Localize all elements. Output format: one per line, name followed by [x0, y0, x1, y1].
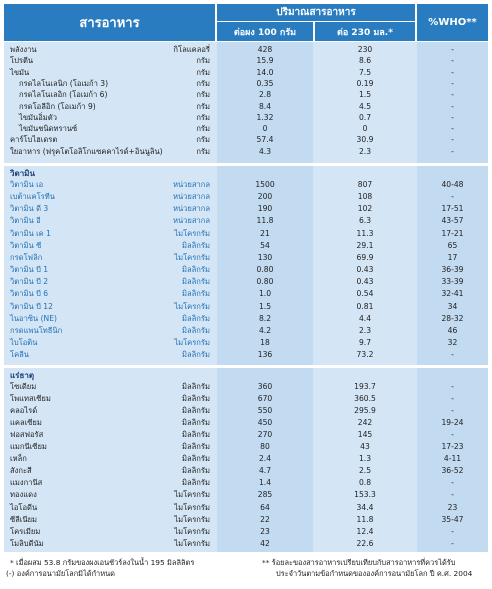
value-who-percent: 23: [447, 502, 458, 512]
nutrient-unit: มิลลิกรัม: [182, 442, 210, 452]
value-per-100g: 80: [260, 442, 270, 452]
nutrient-name: วิตามิน อี: [10, 216, 41, 226]
table-row: [4, 44, 488, 55]
nutrient-name: เบต้าแคโรทีน: [10, 192, 55, 202]
value-per-100g: 450: [257, 418, 273, 428]
nutrient-unit: มิลลิกรัม: [182, 418, 210, 428]
nutrient-name: วิตามิน เค 1: [10, 228, 51, 238]
table-row: [4, 78, 488, 89]
nutrient-name: ไขมันอิ่มตัว: [19, 112, 57, 122]
nutrient-name: คาร์โบไฮเดรต: [10, 135, 58, 145]
nutrient-name: กรดโฟลิก: [10, 252, 43, 262]
nutrient-name: โครเมียม: [10, 526, 41, 536]
nutrient-name: วิตามิน บี 6: [10, 289, 49, 299]
value-who-percent: -: [451, 112, 454, 122]
header-who: %WHO**: [428, 17, 477, 28]
table-row: [4, 526, 488, 537]
table-row: [4, 381, 488, 392]
table-row: [4, 55, 488, 66]
value-per-100g: 0.80: [256, 265, 274, 275]
nutrient-unit: มิลลิกรัม: [182, 478, 210, 488]
nutrient-name: ไอโอดีน: [10, 502, 38, 512]
value-who-percent: -: [451, 406, 454, 416]
nutrient-unit: มิลลิกรัม: [182, 430, 210, 440]
nutrient-name: วิตามิน เอ: [10, 180, 44, 189]
value-who-percent: 46: [447, 325, 458, 335]
value-per-230ml: 0: [362, 124, 368, 134]
table-row: [4, 191, 488, 202]
value-who-percent: 17: [447, 252, 458, 262]
nutrient-unit: กรัม: [196, 124, 210, 134]
value-per-100g: 2.8: [258, 90, 272, 100]
nutrient-unit: กรัม: [196, 78, 210, 88]
value-per-230ml: 0.19: [356, 78, 374, 88]
nutrient-name: วิตามิน ซี: [10, 240, 42, 250]
table-row: [4, 349, 488, 360]
nutrient-name: ไขมันชนิดทรานซ์: [19, 124, 78, 134]
value-who-percent: 19-24: [441, 418, 464, 428]
value-who-percent: -: [451, 526, 454, 536]
value-per-230ml: 2.5: [358, 466, 372, 476]
value-per-100g: 22: [260, 514, 270, 524]
nutrient-name: แมงกานีส: [10, 478, 43, 488]
nutrient-name: แมกนีเซียม: [10, 442, 47, 452]
nutrient-unit: มิลลิกรัม: [182, 313, 210, 323]
value-who-percent: -: [451, 124, 454, 134]
table-row: [4, 264, 488, 275]
table-row: [4, 101, 488, 112]
value-who-percent: 32: [447, 337, 458, 347]
nutrient-unit: ไมโครกรัม: [174, 490, 210, 500]
nutrient-name: วิตามิน บี 2: [10, 277, 49, 287]
nutrient-unit: มิลลิกรัม: [182, 406, 210, 416]
value-per-100g: 200: [257, 192, 273, 202]
value-per-100g: 428: [257, 45, 273, 54]
table-row: [4, 325, 488, 336]
value-per-100g: 1.5: [258, 301, 272, 311]
value-per-230ml: 295.9: [354, 406, 376, 416]
nutrient-unit: กรัม: [196, 135, 210, 145]
table-row: [4, 538, 488, 549]
value-per-100g: 57.4: [256, 135, 274, 145]
table-row: [4, 405, 488, 416]
value-who-percent: 17-51: [441, 204, 464, 214]
value-per-100g: 8.2: [258, 313, 272, 323]
nutrient-name: ทองแดง: [10, 490, 37, 500]
nutrient-unit: ไมโครกรัม: [174, 538, 210, 548]
nutrient-unit: มิลลิกรัม: [182, 454, 210, 464]
value-who-percent: -: [451, 478, 454, 488]
nutrient-unit: มิลลิกรัม: [182, 466, 210, 476]
nutrient-name: โมลิบดีนัม: [10, 538, 44, 548]
value-per-100g: 0.80: [256, 277, 274, 287]
value-per-230ml: 102: [357, 204, 373, 214]
nutrient-unit: กรัม: [196, 146, 210, 156]
value-per-100g: 670: [257, 394, 273, 404]
value-per-230ml: 807: [357, 180, 373, 189]
value-who-percent: 32-41: [441, 289, 464, 299]
value-per-230ml: 34.4: [356, 502, 374, 512]
value-per-230ml: 1.3: [358, 454, 372, 464]
value-per-230ml: 0.43: [356, 277, 374, 287]
table-row: [4, 502, 488, 513]
value-per-100g: 42: [260, 538, 270, 548]
value-per-230ml: 193.7: [354, 382, 376, 391]
value-who-percent: 34: [447, 301, 458, 311]
value-per-100g: 64: [260, 502, 270, 512]
nutrient-name: สังกะสี: [10, 466, 32, 476]
table-row: [4, 489, 488, 500]
nutrient-name: วิตามิน บี 1: [10, 265, 49, 275]
nutrient-name: ซีลีเนียม: [10, 514, 38, 524]
value-per-230ml: 43: [360, 442, 370, 452]
value-per-230ml: 230: [357, 45, 373, 54]
nutrient-name: กรดไลโนเลอิก (โอเมก้า 6): [19, 90, 108, 100]
value-who-percent: 28-32: [441, 313, 464, 323]
value-per-230ml: 0.43: [356, 265, 374, 275]
value-per-100g: 23: [260, 526, 270, 536]
footnote-3: ** ร้อยละของสารอาหารเปรียบเทียบกับสารอาหารที่ควรได้รับ: [262, 558, 456, 567]
table-row: [4, 112, 488, 123]
value-per-100g: 130: [257, 252, 273, 262]
value-who-percent: -: [451, 394, 454, 404]
value-per-230ml: 22.6: [356, 538, 374, 548]
header-per-230ml: ต่อ 230 มล.*: [337, 27, 393, 38]
nutrient-unit: มิลลิกรัม: [182, 265, 210, 275]
table-row: [4, 215, 488, 226]
table-row: [4, 123, 488, 134]
table-row: [4, 301, 488, 312]
nutrient-unit: กรัม: [196, 90, 210, 100]
nutrient-name: ไบโอติน: [10, 337, 38, 347]
value-who-percent: -: [451, 538, 454, 548]
value-who-percent: -: [451, 90, 454, 100]
value-per-100g: 11.8: [256, 216, 274, 226]
value-per-230ml: 360.5: [354, 394, 376, 404]
table-row: [4, 146, 488, 157]
value-who-percent: -: [451, 490, 454, 500]
nutrient-unit: ไมโครกรัม: [174, 502, 210, 512]
nutrient-unit: กรัม: [196, 101, 210, 111]
nutrient-name: เหล็ก: [10, 454, 27, 464]
nutrient-unit: มิลลิกรัม: [182, 289, 210, 299]
value-per-100g: 54: [260, 240, 270, 250]
value-per-230ml: 12.4: [356, 526, 374, 536]
nutrient-unit: หน่วยสากล: [172, 216, 210, 226]
value-per-100g: 15.9: [256, 56, 274, 66]
value-per-100g: 4.3: [258, 146, 272, 156]
value-per-230ml: 11.8: [356, 514, 374, 524]
value-per-100g: 21: [260, 228, 270, 238]
value-per-100g: 0.35: [256, 78, 274, 88]
value-per-100g: 4.7: [258, 466, 272, 476]
nutrient-name: ไขมัน: [10, 67, 30, 77]
nutrient-unit: หน่วยสากล: [172, 192, 210, 202]
nutrient-name: โซเดียม: [10, 382, 37, 391]
value-per-100g: 18: [260, 337, 270, 347]
header-row: [4, 4, 488, 41]
value-per-230ml: 0.54: [356, 289, 374, 299]
header-per-100g: ต่อผง 100 กรัม: [233, 27, 297, 38]
table-row: [4, 203, 488, 214]
table-row: [4, 89, 488, 100]
value-who-percent: 36-52: [441, 466, 464, 476]
value-per-100g: 4.2: [258, 325, 272, 335]
table-row: [4, 276, 488, 287]
value-who-percent: -: [451, 45, 454, 54]
value-who-percent: 40-48: [441, 180, 464, 189]
value-who-percent: 17-23: [441, 442, 464, 452]
table-row: [4, 288, 488, 299]
table-row: [4, 465, 488, 476]
table-row: [4, 179, 488, 190]
value-per-100g: 1500: [255, 180, 275, 189]
header-amount: ปริมาณสารอาหาร: [276, 7, 356, 18]
value-per-100g: 2.4: [258, 454, 272, 464]
value-per-230ml: 153.3: [354, 490, 376, 500]
section-title-minerals: แร่ธาตุ: [10, 371, 35, 380]
value-who-percent: -: [451, 67, 454, 77]
nutrient-unit: กรัม: [196, 112, 210, 122]
section-title-vitamins: วิตามิน: [10, 169, 35, 178]
value-per-230ml: 7.5: [358, 67, 372, 77]
nutrient-name: คลอไรด์: [10, 406, 38, 416]
nutrient-unit: กิโลแคลอรี่: [173, 45, 210, 54]
value-who-percent: 36-39: [441, 265, 464, 275]
table-row: [4, 429, 488, 440]
table-row: [4, 441, 488, 452]
table-row: [4, 477, 488, 488]
value-per-230ml: 0.8: [358, 478, 372, 488]
value-per-230ml: 242: [357, 418, 373, 428]
nutrient-unit: มิลลิกรัม: [182, 240, 210, 250]
value-who-percent: 43-57: [441, 216, 464, 226]
value-who-percent: -: [451, 192, 454, 202]
nutrient-unit: ไมโครกรัม: [174, 526, 210, 536]
value-per-230ml: 8.6: [358, 56, 372, 66]
value-per-230ml: 145: [357, 430, 373, 440]
nutrient-unit: มิลลิกรัม: [182, 350, 210, 360]
table-row: [4, 252, 488, 263]
footnote-1: * เมื่อผสม 53.8 กรัมของผงเอนชัวร์ลงในน้ำ 195 มิลลิลิตร: [10, 558, 195, 567]
value-per-230ml: 0.81: [356, 301, 374, 311]
value-per-100g: 136: [257, 350, 273, 360]
value-per-230ml: 4.4: [358, 313, 372, 323]
nutrient-unit: ไมโครกรัม: [174, 252, 210, 262]
value-who-percent: -: [451, 146, 454, 156]
nutrient-name: วิตามิน บี 12: [10, 301, 53, 311]
value-per-100g: 14.0: [256, 67, 274, 77]
nutrient-name: กรดไลโนเลนิก (โอเมก้า 3): [19, 78, 109, 88]
value-per-230ml: 108: [357, 192, 373, 202]
value-per-230ml: 9.7: [358, 337, 372, 347]
nutrient-unit: กรัม: [196, 56, 210, 66]
value-who-percent: 65: [447, 240, 458, 250]
nutrient-unit: กรัม: [196, 67, 210, 77]
value-per-100g: 550: [257, 406, 273, 416]
value-per-100g: 285: [257, 490, 273, 500]
nutrient-name: โพแทสเซียม: [10, 394, 51, 404]
value-per-230ml: 0.7: [358, 112, 372, 122]
value-who-percent: -: [451, 78, 454, 88]
value-who-percent: -: [451, 350, 454, 360]
table-row: [4, 393, 488, 404]
table-row: [4, 134, 488, 145]
nutrient-unit: ไมโครกรัม: [174, 301, 210, 311]
table-row: [4, 337, 488, 348]
value-per-230ml: 2.3: [358, 325, 372, 335]
table-row: [4, 228, 488, 239]
table-row: [4, 417, 488, 428]
value-per-100g: 8.4: [258, 101, 272, 111]
value-per-230ml: 6.3: [358, 216, 372, 226]
table-row: [4, 67, 488, 78]
nutrient-unit: หน่วยสากล: [172, 204, 210, 214]
nutrient-name: โคลีน: [10, 350, 30, 360]
nutrient-unit: ไมโครกรัม: [174, 228, 210, 238]
value-who-percent: -: [451, 135, 454, 145]
value-who-percent: -: [451, 382, 454, 391]
nutrient-unit: ไมโครกรัม: [174, 514, 210, 524]
value-who-percent: 17-21: [441, 228, 464, 238]
value-per-230ml: 1.5: [358, 90, 372, 100]
nutrient-name: โปรตีน: [10, 56, 34, 66]
table-row: [4, 453, 488, 464]
value-per-100g: 360: [257, 382, 273, 391]
value-per-100g: 1.0: [258, 289, 272, 299]
value-who-percent: -: [451, 430, 454, 440]
table-row: [4, 240, 488, 251]
nutrient-unit: ไมโครกรัม: [174, 337, 210, 347]
value-who-percent: 33-39: [441, 277, 464, 287]
value-per-100g: 1.4: [258, 478, 272, 488]
nutrient-name: ใยอาหาร (ฟรุคโตโอลิโกแซคคาไรด์+อินนูลิน): [10, 146, 163, 156]
table-row: [4, 313, 488, 324]
value-who-percent: 4-11: [443, 454, 462, 464]
value-per-230ml: 30.9: [356, 135, 374, 145]
value-who-percent: -: [451, 101, 454, 111]
header-nutrient: สารอาหาร: [79, 16, 140, 31]
nutrient-unit: มิลลิกรัม: [182, 394, 210, 404]
value-per-230ml: 11.3: [356, 228, 374, 238]
value-per-230ml: 73.2: [356, 350, 374, 360]
value-per-100g: 0: [262, 124, 268, 134]
nutrient-name: แคลเซียม: [10, 418, 42, 428]
nutrition-table-header: [4, 4, 488, 41]
footnote-4: ประจำวันตามข้อกำหนดขององค์การอนามัยโลก ปี ค.ศ. 2004: [276, 569, 473, 578]
nutrient-name: พลังงาน: [10, 45, 37, 54]
nutrient-unit: มิลลิกรัม: [182, 325, 210, 335]
value-per-230ml: 4.5: [358, 101, 372, 111]
value-per-230ml: 29.1: [356, 240, 374, 250]
nutrient-unit: มิลลิกรัม: [182, 382, 210, 391]
nutrient-name: ไนอาซิน (NE): [10, 313, 57, 323]
value-who-percent: 35-47: [441, 514, 464, 524]
nutrient-name: ฟอสฟอรัส: [10, 430, 44, 440]
nutrient-unit: หน่วยสากล: [172, 180, 210, 189]
value-per-100g: 190: [257, 204, 273, 214]
value-per-230ml: 69.9: [356, 252, 374, 262]
table-row: [4, 514, 488, 525]
nutrient-unit: มิลลิกรัม: [182, 277, 210, 287]
nutrient-name: วิตามิน ดี 3: [10, 204, 49, 214]
nutrient-name: กรดแพนโทธีนิก: [10, 325, 63, 335]
value-per-100g: 1.32: [256, 112, 274, 122]
value-who-percent: -: [451, 56, 454, 66]
value-per-100g: 270: [257, 430, 273, 440]
value-per-230ml: 2.3: [358, 146, 372, 156]
footnote-2: (-) องค์การอนามัยโลกมิได้กำหนด: [6, 569, 115, 578]
nutrient-name: กรดโอลีอิก (โอเมก้า 9): [19, 101, 96, 111]
